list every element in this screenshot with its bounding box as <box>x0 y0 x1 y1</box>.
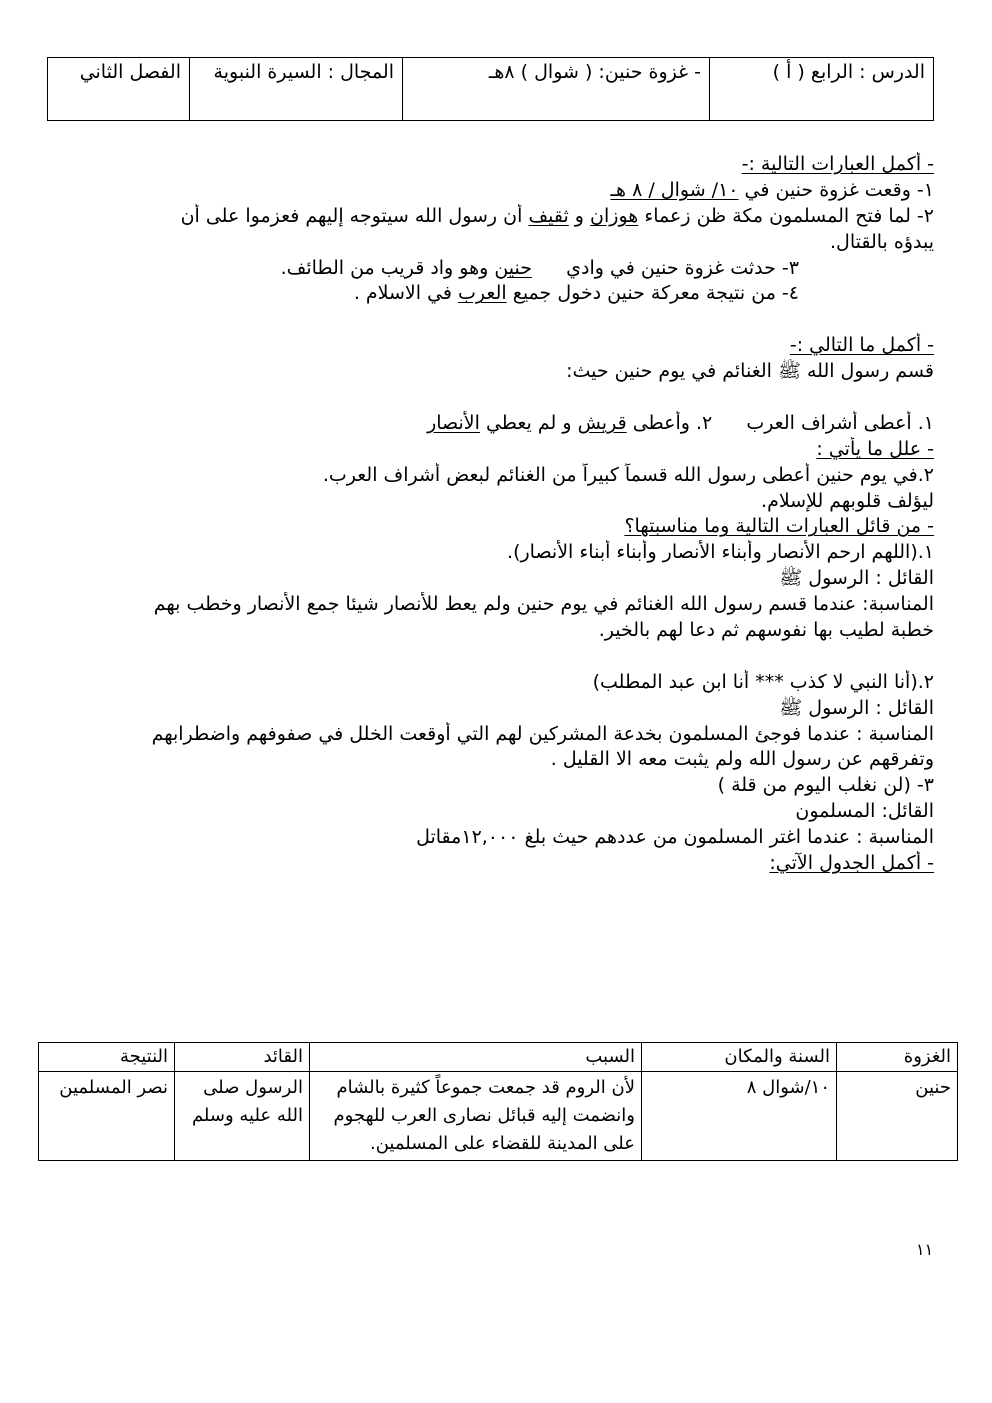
quote-2: ٢.(أنا النبي لا كذب *** أنا ابن عبد المطلب) <box>592 670 934 693</box>
answer-hawazin: هوزان <box>590 204 639 227</box>
answer-hunain: حنين <box>494 256 533 279</box>
semester-cell <box>48 58 190 121</box>
section4-heading: - من قائل العبارات التالية وما مناسبتها؟ <box>624 515 934 538</box>
quote-3-occasion: المناسبة : عندما اغتر المسلمون من عددهم حيث بلغ ١٢,٠٠٠مقاتل <box>416 826 934 849</box>
lesson-title-cell <box>403 58 710 121</box>
section2-heading: - أكمل ما التالي :- <box>789 334 934 357</box>
quote-1-occasion: المناسبة: عندما قسم رسول الله الغنائم في يوم حنين ولم يعط للأنصار شيئا جمع الأنصار وخطب بهم <box>153 593 934 616</box>
section3-question: ٢.في يوم حنين أعطى رسول الله قسماً كبيراً من الغنائم لبعض أشراف العرب. <box>322 463 934 486</box>
table-row <box>39 1072 958 1161</box>
section5-heading: - أكمل الجدول الآتي: <box>769 852 934 875</box>
page-number: ١١ <box>916 1240 934 1259</box>
quote-3-sayer: القائل: المسلمون <box>795 800 934 823</box>
section2-intro: قسم رسول الله ﷺ الغنائم في يوم حنين حيث: <box>566 360 934 383</box>
header-ghazwa: الغزوة <box>837 1043 958 1072</box>
quote-1-occasion-cont: خطبة لطيب بها نفوسهم ثم دعا لهم بالخير. <box>598 619 934 642</box>
ghazwa-table <box>38 1042 958 1161</box>
quote-2-occasion: المناسبة : عندما فوجئ المسلمون بخدعة المشركين لهم التي أوقعت الخلل في صفوفهم واضطرابهم <box>151 722 934 745</box>
cell-ghazwa: حنين <box>837 1072 958 1161</box>
lesson-number-cell <box>710 58 934 121</box>
statement-2-cont: يبدؤه بالقتال. <box>829 230 934 253</box>
quote-1-sayer: القائل : الرسول ﷺ <box>779 567 934 590</box>
lesson-number: الدرس : الرابع ( <box>797 61 925 83</box>
header-year-place: السنة والمكان <box>642 1043 837 1072</box>
quote-2-occasion-cont: وتفرقهم عن رسول الله ولم يثبت معه الا القليل . <box>550 748 934 771</box>
quote-3: ٣- (لن نغلب اليوم من قلة ) <box>717 774 934 797</box>
cell-leader: الرسول صلى الله عليه وسلم <box>175 1072 310 1161</box>
lesson-bracket: ) <box>772 61 781 83</box>
semester-label: الفصل الثاني <box>79 61 181 83</box>
statement-4: ٤- من نتيجة معركة حنين دخول جميع العرب في الاسلام . <box>353 282 799 305</box>
cell-reason: لأن الروم قد جمعت جموعاً كثيرة بالشام وانضمت إليه قبائل نصارى العرب للهجوم على المدينة للقضاء على المسلمين. <box>310 1072 642 1161</box>
statement-2: ٢- لما فتح المسلمون مكة ظن زعماء هوزان و ثقيف أن رسول الله سيتوجه إليهم فعزموا على أن <box>180 204 934 227</box>
header-reason: السبب <box>310 1043 642 1072</box>
header-result: النتيجة <box>39 1043 175 1072</box>
lesson-header-table <box>47 57 934 121</box>
header-leader: القائد <box>175 1043 310 1072</box>
answer-quraysh: قريش <box>577 411 627 434</box>
statement-3: ٣- حدثت غزوة حنين في وادي حنين وهو واد قريب من الطائف. <box>280 256 799 279</box>
cell-result: نصر المسلمين <box>39 1072 175 1161</box>
answer-date: ١٠/ شوال / ٨ هـ <box>610 178 739 201</box>
quote-1: ١.(اللهم ارحم الأنصار وأبناء الأنصار وأبناء أبناء الأنصار). <box>507 541 934 564</box>
table-header-row <box>39 1043 958 1072</box>
spoils-distribution: ١. أعطى أشراف العرب ٢. وأعطى قريش و لم يعطي الأنصار <box>427 411 934 434</box>
section3-answer: ليؤلف قلوبهم للإسلام. <box>761 489 934 512</box>
answer-arabs: العرب <box>458 282 507 305</box>
quote-2-sayer: القائل : الرسول ﷺ <box>779 696 934 719</box>
answer-ansar: الأنصار <box>427 411 480 434</box>
section1-heading: - أكمل العبارات التالية :- <box>741 153 934 175</box>
field-cell <box>190 58 403 121</box>
worksheet-body <box>60 152 934 877</box>
lesson-title: - غزوة حنين: ( شوال ) ٨هـ <box>488 61 701 83</box>
lesson-letter: أ <box>786 61 792 83</box>
cell-year-place: ١٠/شوال ٨ <box>642 1072 837 1161</box>
section3-heading: - علل ما يأتي : <box>816 437 934 460</box>
field-label: المجال : السيرة النبوية <box>213 61 394 83</box>
statement-1: ١- وقعت غزوة حنين في ١٠/ شوال / ٨ هـ <box>610 178 934 201</box>
answer-thaqif: ثقيف <box>528 204 569 227</box>
